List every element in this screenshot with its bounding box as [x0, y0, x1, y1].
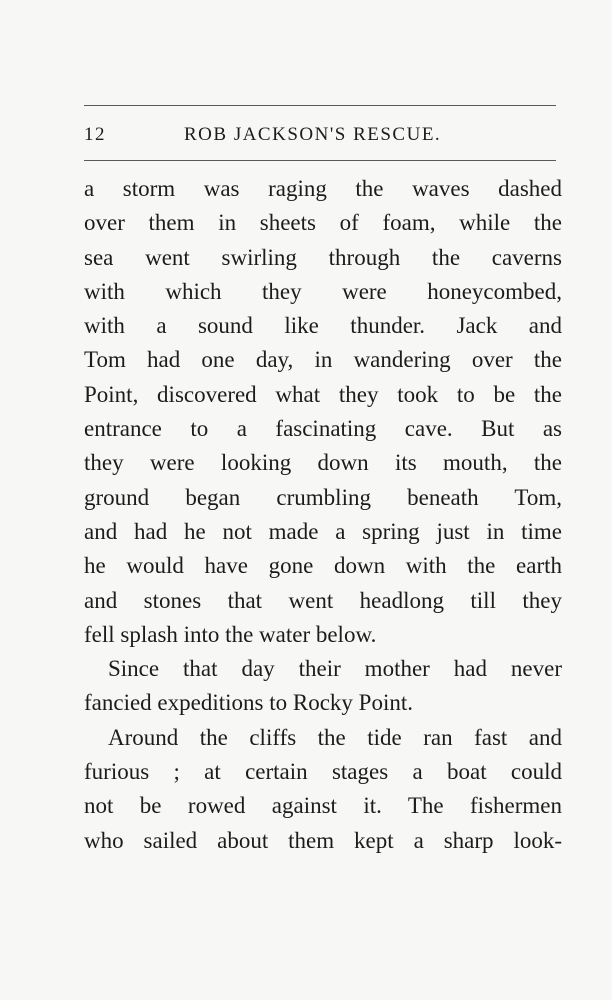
text-line: fancied expeditions to Rocky Point. — [84, 690, 413, 716]
text-line: entrance to a fascinating cave. But as — [84, 416, 562, 442]
text-line: sea went swirling through the caverns — [84, 244, 562, 270]
header-top-rule — [84, 105, 556, 106]
text-line: and had he not made a spring just in time — [84, 518, 562, 544]
text-line: with a sound like thunder. Jack and — [84, 313, 562, 339]
text-line: he would have gone down with the earth — [84, 553, 562, 579]
text-line: not be rowed against it. The fishermen — [84, 793, 562, 819]
text-line: fell splash into the water below. — [84, 621, 377, 647]
text-line: with which they were honeycombed, — [84, 278, 562, 304]
text-line: Since that day their mother had never — [108, 656, 562, 682]
text-line: Point, discovered what they took to be the — [84, 381, 562, 407]
text-line: and stones that went headlong till they — [84, 587, 562, 613]
page-header — [84, 124, 556, 154]
header-bottom-rule — [84, 160, 556, 161]
text-line: over them in sheets of foam, while the — [84, 210, 562, 236]
running-title: ROB JACKSON'S RESCUE. — [184, 124, 442, 145]
body-text — [84, 172, 562, 858]
text-line: a storm was raging the waves dashed — [84, 176, 562, 201]
text-line: Tom had one day, in wandering over the — [84, 347, 562, 373]
text-line: Around the cliffs the tide ran fast and — [108, 724, 562, 750]
text-line: furious ; at certain stages a boat could — [84, 759, 562, 785]
text-line: ground began crumbling beneath Tom, — [84, 484, 562, 510]
page-number: 12 — [84, 124, 106, 145]
text-line: they were looking down its mouth, the — [84, 450, 562, 476]
text-line: who sailed about them kept a sharp look- — [84, 827, 562, 853]
